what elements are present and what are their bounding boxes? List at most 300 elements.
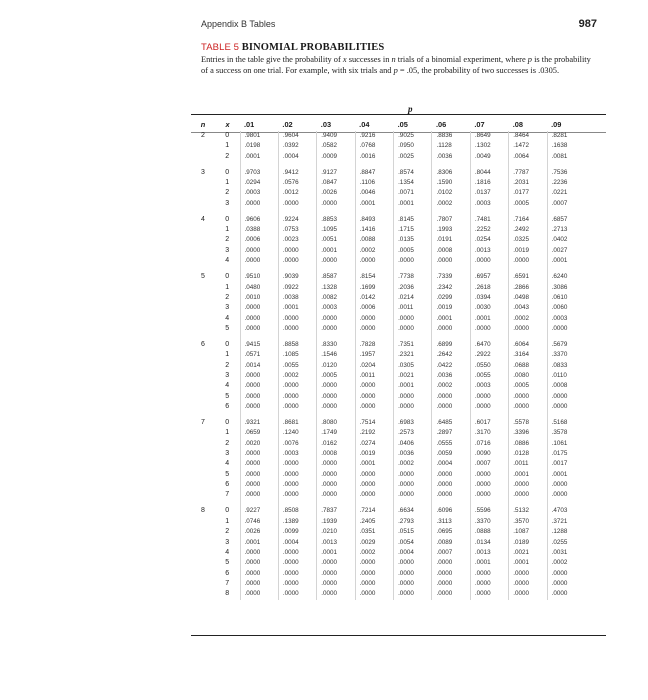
table-row [191, 392, 586, 402]
table-caption [201, 55, 597, 76]
x-cell: 3 [225, 246, 230, 254]
probability-cell: .0000 [240, 392, 278, 402]
probability-cell: .3370 [470, 517, 508, 527]
probability-cell: .0000 [547, 392, 585, 402]
probability-cell: .0847 [317, 178, 355, 188]
probability-cell: .1590 [432, 178, 470, 188]
probability-cell: .0006 [355, 303, 393, 313]
n-cell [191, 371, 215, 381]
probability-cell: .0054 [394, 538, 432, 548]
probability-cell: .1993 [432, 225, 470, 235]
column-header-p: .03 [320, 119, 332, 129]
probability-cell: .0001 [470, 314, 508, 324]
probability-cell: .0000 [394, 314, 432, 324]
column-header-p: .06 [435, 119, 447, 129]
probability-cell: .1087 [509, 527, 547, 537]
probability-cell: .0000 [317, 490, 355, 500]
probability-cell: .0011 [355, 371, 393, 381]
column-header-p: .02 [282, 119, 293, 129]
probability-cell: .9025 [394, 131, 432, 141]
probability-cell: .2405 [355, 517, 393, 527]
probability-cell: .0002 [547, 558, 585, 568]
probability-cell: .0013 [470, 548, 508, 558]
probability-cell: .0017 [547, 459, 585, 469]
n-cell [191, 381, 215, 391]
x-cell: 0 [225, 215, 230, 223]
probability-cell: .6064 [509, 340, 547, 350]
probability-cell: .0010 [240, 293, 278, 303]
table-row [191, 168, 586, 178]
probability-cell: .2252 [470, 225, 508, 235]
probability-cell: .0388 [240, 225, 278, 235]
probability-cell: .0000 [278, 199, 316, 209]
probability-cell: .0000 [240, 324, 278, 334]
table-row [191, 480, 586, 490]
probability-cell: .3370 [547, 350, 585, 360]
probability-cell: .2342 [432, 283, 470, 293]
probability-cell: .0036 [432, 371, 470, 381]
probability-cell: .0555 [432, 439, 470, 449]
probability-cell: .0000 [432, 480, 470, 490]
probability-cell: .8847 [355, 168, 393, 178]
probability-cell: .7738 [394, 272, 432, 282]
probability-cell: .0001 [355, 459, 393, 469]
probability-cell: .0004 [394, 548, 432, 558]
probability-cell: .0214 [394, 293, 432, 303]
probability-cell: .0000 [394, 324, 432, 334]
probability-cell: .0002 [432, 381, 470, 391]
table-row [191, 272, 586, 282]
x-cell: 2 [225, 152, 230, 160]
probability-cell: .0000 [278, 480, 316, 490]
n-cell [191, 350, 215, 360]
probability-cell: .0189 [509, 538, 547, 548]
probability-cell: .0036 [394, 449, 432, 459]
probability-cell: .0000 [240, 381, 278, 391]
probability-cell: .0000 [278, 579, 316, 589]
n-cell [191, 324, 215, 334]
n-cell [191, 199, 215, 209]
probability-cell: .7339 [432, 272, 470, 282]
probability-cell: .3570 [509, 517, 547, 527]
probability-cell: .0000 [278, 381, 316, 391]
probability-cell: .0060 [547, 303, 585, 313]
probability-cell: .0000 [278, 246, 316, 256]
x-cell: 6 [225, 569, 230, 577]
x-cell: 2 [225, 528, 230, 536]
probability-cell: .0000 [432, 490, 470, 500]
n-cell [191, 256, 215, 266]
caption-text: successes in [346, 55, 392, 64]
probability-cell: .0753 [278, 225, 316, 235]
probability-cell: .0012 [278, 188, 316, 198]
probability-cell: .0000 [240, 589, 278, 599]
probability-cell: .0076 [278, 439, 316, 449]
probability-cell: .0000 [547, 579, 585, 589]
probability-cell: .0080 [509, 371, 547, 381]
table-row [191, 371, 586, 381]
table-row [191, 178, 586, 188]
probability-cell: .7214 [355, 506, 393, 516]
probability-cell: .0000 [317, 256, 355, 266]
probability-cell: .0000 [509, 402, 547, 412]
probability-cell: .0019 [509, 246, 547, 256]
table-row [191, 131, 586, 141]
probability-cell: .8493 [355, 215, 393, 225]
probability-cell: .0000 [317, 589, 355, 599]
probability-cell: .8836 [432, 131, 470, 141]
probability-cell: .9216 [355, 131, 393, 141]
n-cell: 3 [201, 168, 205, 176]
probability-cell: .0000 [432, 569, 470, 579]
probability-cell: .0000 [547, 480, 585, 490]
table-row [191, 418, 586, 428]
probability-cell: .0000 [394, 490, 432, 500]
probability-cell: .9604 [278, 131, 316, 141]
probability-cell: .3164 [509, 350, 547, 360]
n-cell: 6 [201, 340, 205, 348]
probability-cell: .0001 [394, 381, 432, 391]
probability-cell: .0000 [394, 256, 432, 266]
table-row [191, 459, 586, 469]
probability-cell: .0003 [278, 449, 316, 459]
x-cell: 4 [225, 314, 230, 322]
probability-cell: .9224 [278, 215, 316, 225]
probability-cell: .0000 [240, 371, 278, 381]
probability-cell: .0038 [278, 293, 316, 303]
n-cell [191, 480, 215, 490]
probability-cell: .2492 [509, 225, 547, 235]
table-title: BINOMIAL PROBABILITIES [241, 42, 385, 53]
probability-cell: .0000 [355, 324, 393, 334]
probability-cell: .0274 [355, 439, 393, 449]
n-cell [191, 527, 215, 537]
probability-cell: .0000 [240, 548, 278, 558]
table-row [191, 439, 586, 449]
probability-cell: .0000 [547, 402, 585, 412]
probability-cell: .0000 [240, 459, 278, 469]
probability-cell: .9321 [240, 418, 278, 428]
probability-cell: .0716 [470, 439, 508, 449]
probability-cell: .0576 [278, 178, 316, 188]
probability-cell: .2642 [432, 350, 470, 360]
probability-cell: .0001 [509, 470, 547, 480]
probability-cell: .6983 [394, 418, 432, 428]
table-row [191, 303, 586, 313]
probability-cell: .0013 [470, 246, 508, 256]
probability-cell: .6470 [470, 340, 508, 350]
table-row [191, 558, 586, 568]
column-header-p: .08 [512, 119, 524, 129]
probability-cell: .0351 [355, 527, 393, 537]
probability-cell: .0014 [240, 361, 278, 371]
probability-cell: .0001 [394, 199, 432, 209]
probability-cell: .2036 [394, 283, 432, 293]
probability-cell: .0021 [509, 548, 547, 558]
probability-cell: .0000 [278, 490, 316, 500]
table-row [191, 141, 586, 151]
probability-cell: .0000 [470, 392, 508, 402]
probability-cell: .0128 [509, 449, 547, 459]
probability-cell: .0000 [278, 548, 316, 558]
probability-cell: .0025 [394, 152, 432, 162]
probability-cell: .0004 [278, 152, 316, 162]
probability-cell: .0221 [547, 188, 585, 198]
x-cell: 8 [225, 590, 230, 598]
probability-cell: .0019 [355, 449, 393, 459]
probability-cell: .0001 [547, 256, 585, 266]
probability-cell: .0026 [240, 527, 278, 537]
probability-cell: .0082 [317, 293, 355, 303]
probability-cell: .7828 [355, 340, 393, 350]
probability-cell: .0571 [240, 350, 278, 360]
probability-cell: .0051 [317, 235, 355, 245]
table-row [191, 314, 586, 324]
probability-cell: .9127 [317, 168, 355, 178]
n-cell [191, 283, 215, 293]
probability-cell: .0480 [240, 283, 278, 293]
probability-cell: .0000 [278, 558, 316, 568]
x-cell: 2 [225, 361, 230, 369]
probability-cell: .5132 [509, 506, 547, 516]
probability-cell: .0922 [278, 283, 316, 293]
table-row [191, 470, 586, 480]
probability-cell: .0000 [317, 392, 355, 402]
probability-cell: .0000 [432, 589, 470, 599]
probability-cell: .7837 [317, 506, 355, 516]
probability-cell: .0000 [355, 569, 393, 579]
probability-cell: .9412 [278, 168, 316, 178]
probability-cell: .0007 [547, 199, 585, 209]
probability-cell: .0000 [470, 480, 508, 490]
caption-var-n: n [391, 55, 396, 64]
probability-cell: .0027 [547, 246, 585, 256]
probability-cell: .0000 [432, 256, 470, 266]
probability-cell: .0000 [355, 490, 393, 500]
probability-cell: .1128 [432, 141, 470, 151]
probability-cell: .1638 [547, 141, 585, 151]
probability-cell: .7514 [355, 418, 393, 428]
probability-cell: .0036 [432, 152, 470, 162]
probability-cell: .0000 [278, 569, 316, 579]
probability-cell: .0002 [278, 371, 316, 381]
table-row [191, 199, 586, 209]
probability-cell: .0695 [432, 527, 470, 537]
probability-cell: .7351 [394, 340, 432, 350]
probability-cell: .0049 [470, 152, 508, 162]
probability-cell: .0003 [470, 381, 508, 391]
running-header: Appendix B Tables [201, 19, 276, 29]
probability-cell: .2922 [470, 350, 508, 360]
probability-cell: .0000 [394, 589, 432, 599]
probability-cell: .0210 [317, 527, 355, 537]
probability-cell: .5578 [509, 418, 547, 428]
n-cell: 4 [201, 215, 205, 223]
x-cell: 4 [225, 382, 230, 390]
x-cell: 1 [225, 351, 230, 359]
probability-cell: .0031 [547, 548, 585, 558]
probability-cell: .3396 [509, 428, 547, 438]
caption-text: = .05, the probability of two successes is .0305. [397, 65, 560, 75]
probability-cell: .0000 [394, 569, 432, 579]
x-cell: 3 [225, 199, 230, 207]
n-cell [191, 538, 215, 548]
table-row [191, 428, 586, 438]
table-row [191, 235, 586, 245]
table-row [191, 538, 586, 548]
probability-cell: .0001 [547, 470, 585, 480]
probability-cell: .6017 [470, 418, 508, 428]
table-row [191, 340, 586, 350]
probability-cell: .9415 [240, 340, 278, 350]
x-cell: 7 [225, 491, 230, 499]
probability-cell: .0000 [470, 569, 508, 579]
probability-cell: .0000 [394, 470, 432, 480]
binomial-table [191, 117, 586, 600]
probability-cell: .0515 [394, 527, 432, 537]
probability-cell: .0000 [394, 558, 432, 568]
n-cell [191, 235, 215, 245]
probability-cell: .0120 [317, 361, 355, 371]
probability-cell: .0000 [432, 470, 470, 480]
table-row [191, 350, 586, 360]
probability-cell: .0000 [355, 381, 393, 391]
probability-cell: .0000 [278, 314, 316, 324]
x-cell: 1 [225, 179, 230, 187]
table-row [191, 490, 586, 500]
probability-cell: .0001 [432, 314, 470, 324]
probability-cell: .0089 [432, 538, 470, 548]
table-title-line [201, 42, 384, 53]
caption-text: Entries in the table give the probability of [201, 55, 343, 64]
probability-cell: .0055 [470, 371, 508, 381]
n-cell [191, 361, 215, 371]
probability-cell: .0023 [278, 235, 316, 245]
x-cell: 4 [225, 548, 230, 556]
probability-cell: .1354 [394, 178, 432, 188]
probability-cell: .0000 [432, 558, 470, 568]
probability-cell: .1328 [317, 283, 355, 293]
probability-cell: .0888 [470, 527, 508, 537]
probability-cell: .0305 [394, 361, 432, 371]
n-cell [191, 517, 215, 527]
probability-cell: .0402 [547, 235, 585, 245]
column-header-x: x [225, 119, 230, 129]
probability-cell: .0000 [509, 490, 547, 500]
n-cell [191, 188, 215, 198]
probability-cell: .0610 [547, 293, 585, 303]
probability-cell: .0000 [470, 256, 508, 266]
caption-var-p: p [393, 65, 398, 75]
x-cell: 2 [225, 189, 230, 197]
column-header-p: .01 [244, 119, 255, 129]
table-row [191, 256, 586, 266]
probability-cell: .9227 [240, 506, 278, 516]
x-cell: 3 [225, 304, 230, 312]
probability-cell: .0000 [432, 402, 470, 412]
table-row [191, 381, 586, 391]
probability-cell: .1061 [547, 439, 585, 449]
probability-cell: .0000 [240, 303, 278, 313]
probability-cell: .0000 [278, 256, 316, 266]
p-column-group-label: p [408, 104, 413, 114]
probability-cell: .0000 [240, 246, 278, 256]
probability-cell: .8281 [547, 131, 585, 141]
probability-cell: .0175 [547, 449, 585, 459]
probability-cell: .3721 [547, 517, 585, 527]
probability-cell: .0000 [547, 589, 585, 599]
n-cell [191, 449, 215, 459]
probability-cell: .0000 [317, 381, 355, 391]
probability-cell: .3113 [432, 517, 470, 527]
x-cell: 7 [225, 579, 230, 587]
probability-cell: .0046 [355, 188, 393, 198]
probability-cell: .0000 [547, 569, 585, 579]
probability-cell: .1288 [547, 527, 585, 537]
x-cell: 1 [225, 429, 230, 437]
x-cell: 4 [225, 460, 230, 468]
probability-cell: .0422 [432, 361, 470, 371]
table-row [191, 324, 586, 334]
probability-cell: .1389 [278, 517, 316, 527]
probability-cell: .7536 [547, 168, 585, 178]
x-cell: 0 [225, 273, 230, 281]
probability-cell: .0000 [509, 324, 547, 334]
probability-cell: .6240 [547, 272, 585, 282]
probability-cell: .0000 [355, 558, 393, 568]
table-row [191, 283, 586, 293]
probability-cell: .0000 [355, 480, 393, 490]
probability-cell: .0005 [394, 246, 432, 256]
probability-cell: .8853 [317, 215, 355, 225]
table-row [191, 579, 586, 589]
n-cell [191, 589, 215, 599]
probability-cell: .8858 [278, 340, 316, 350]
page-number: 987 [578, 18, 597, 30]
probability-cell: .0000 [317, 324, 355, 334]
probability-cell: .0003 [240, 188, 278, 198]
probability-cell: .0004 [432, 459, 470, 469]
probability-cell: .0000 [317, 402, 355, 412]
x-cell: 3 [225, 371, 230, 379]
probability-cell: .1939 [317, 517, 355, 527]
probability-cell: .0005 [317, 371, 355, 381]
probability-cell: .0000 [355, 256, 393, 266]
probability-cell: .0000 [240, 579, 278, 589]
probability-cell: .0000 [509, 569, 547, 579]
probability-cell: .0000 [317, 480, 355, 490]
probability-cell: .0088 [355, 235, 393, 245]
probability-cell: .0000 [547, 490, 585, 500]
probability-cell: .0008 [432, 246, 470, 256]
column-header-p: .05 [397, 119, 408, 129]
x-cell: 0 [225, 507, 230, 515]
table-row [191, 402, 586, 412]
probability-cell: .0004 [278, 538, 316, 548]
n-cell [191, 392, 215, 402]
table-row [191, 569, 586, 579]
probability-cell: .0000 [432, 392, 470, 402]
probability-cell: .0008 [547, 381, 585, 391]
probability-cell: .2573 [394, 428, 432, 438]
column-header-row [191, 117, 586, 131]
probability-cell: .0000 [278, 402, 316, 412]
probability-cell: .1302 [470, 141, 508, 151]
probability-cell: .0071 [394, 188, 432, 198]
table-row [191, 548, 586, 558]
probability-cell: .0299 [432, 293, 470, 303]
n-cell [191, 569, 215, 579]
